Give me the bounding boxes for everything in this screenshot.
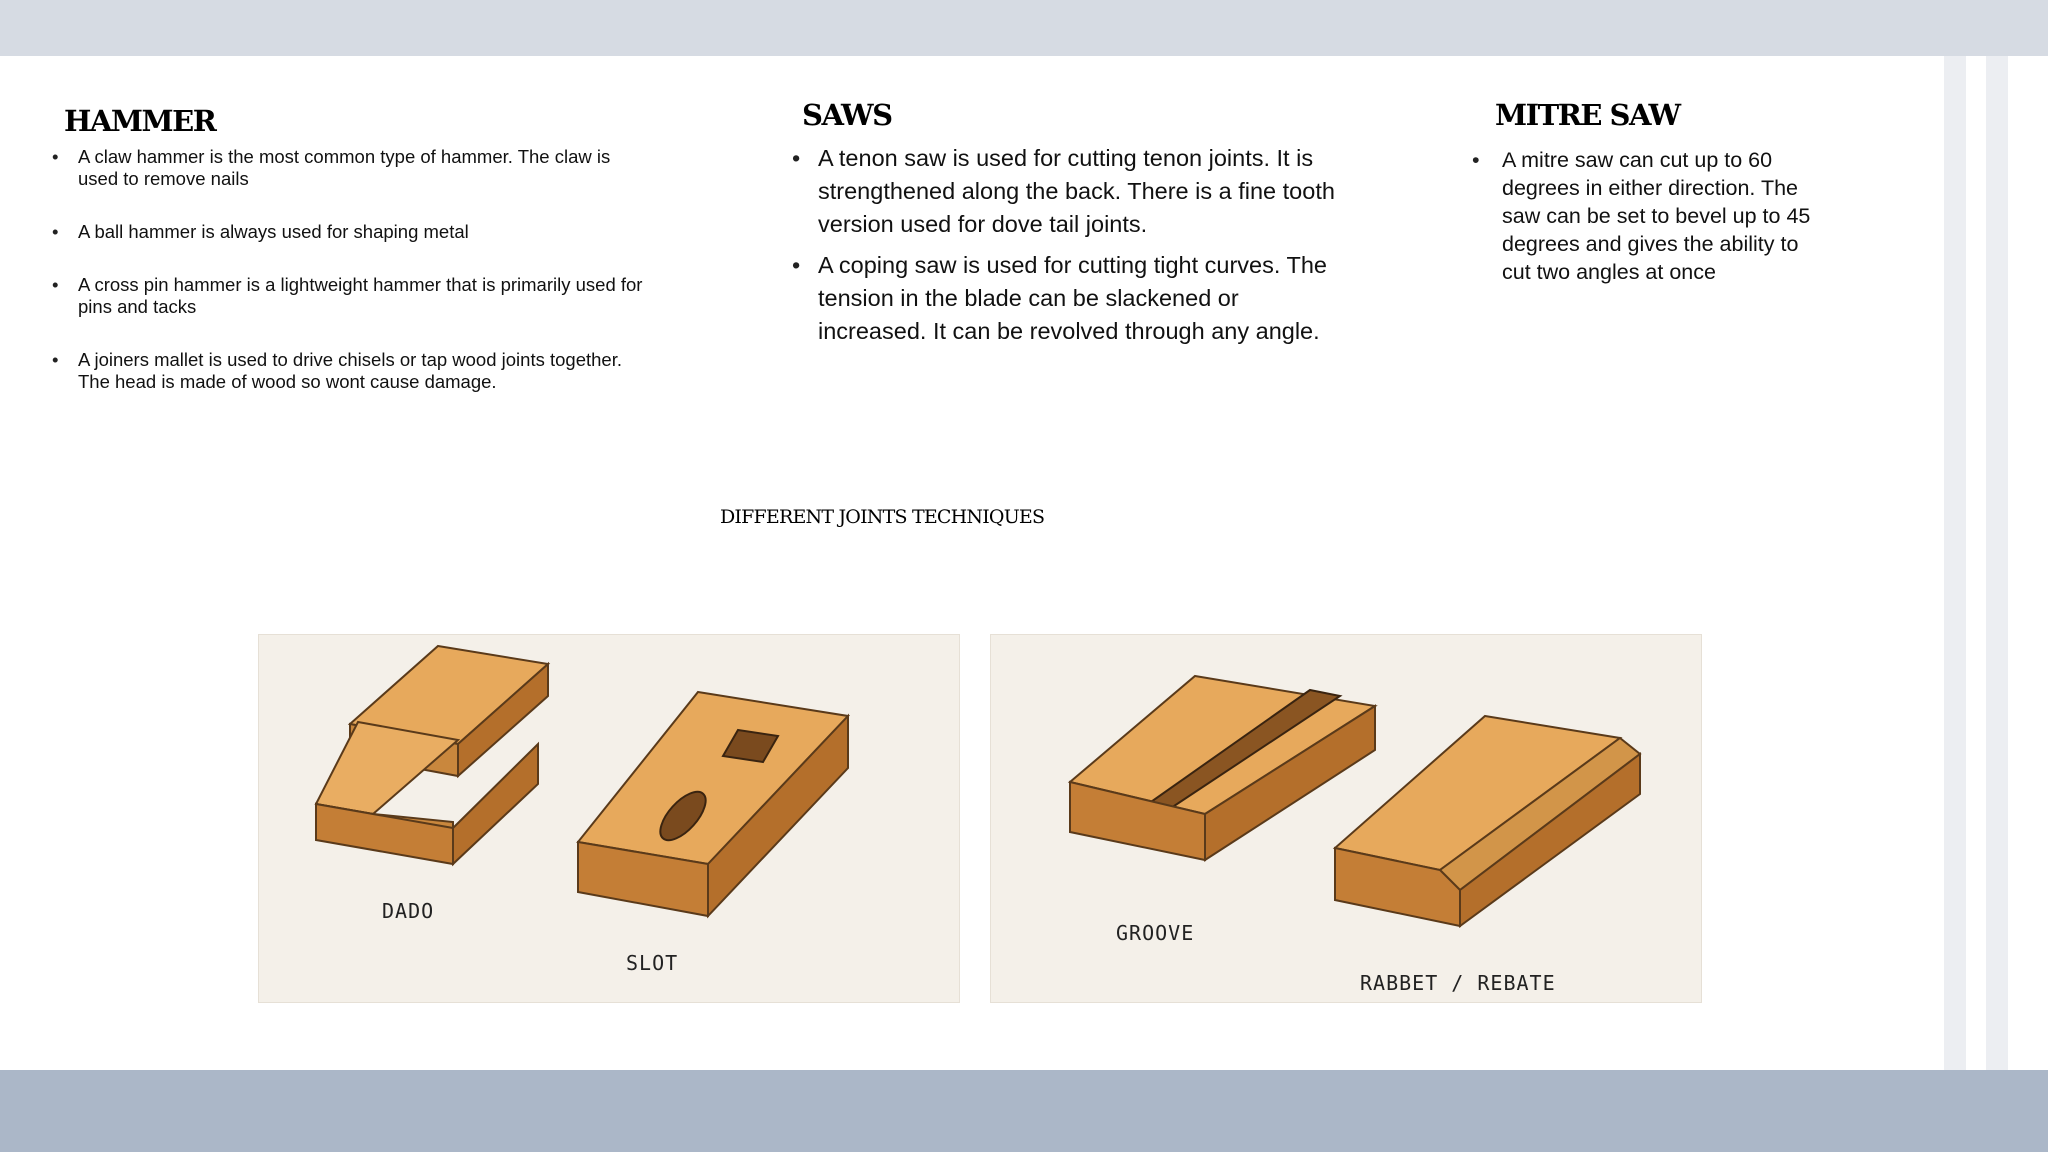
hammer-item: • A ball hammer is always used for shaping metal [52, 221, 652, 243]
hammer-heading: HAMMER [64, 104, 216, 138]
mitre-saw-item: • A mitre saw can cut up to 60 degrees in either direction. The saw can be set to bevel up to 45 degrees and gives the ability to cut two angles at once [1472, 146, 1822, 286]
hammer-item: • A cross pin hammer is a lightweight hammer that is primarily used for pins and tacks [52, 274, 652, 318]
top-band [0, 0, 2048, 56]
dado-board-front [316, 804, 453, 864]
right-decoration-stripe [1986, 56, 2008, 1070]
saws-heading: SAWS [802, 98, 892, 132]
hammer-item: • A claw hammer is the most common type of hammer. The claw is used to remove nails [52, 146, 652, 190]
mitre-saw-heading: MITRE SAW [1495, 98, 1680, 132]
groove-rabbet-illustration [990, 634, 1702, 1003]
hammer-item: • A joiners mallet is used to drive chisels or tap wood joints together. The head is made of wood so wont cause damage. [52, 349, 652, 393]
mitre-saw-list [1472, 146, 1822, 286]
slot-label: SLOT [626, 951, 679, 975]
saws-item: • A tenon saw is used for cutting tenon joints. It is strengthened along the back. There is a fine tooth version used for dove tail joints. [792, 142, 1352, 241]
right-decoration-gap [1966, 56, 1986, 1070]
hammer-list [52, 146, 652, 424]
dado-label: DADO [382, 899, 435, 923]
saws-list [792, 142, 1352, 356]
groove-label: GROOVE [1116, 921, 1195, 945]
right-decoration-stripe [1944, 56, 1966, 1070]
rabbet-label: RABBET / REBATE [1360, 971, 1556, 995]
dado-slot-illustration [258, 634, 960, 1003]
saws-item: • A coping saw is used for cutting tight curves. The tension in the blade can be slackened or increased. It can be revolved through any angle. [792, 249, 1352, 348]
bottom-band [0, 1070, 2048, 1152]
joints-caption: DIFFERENT JOINTS TECHNIQUES [720, 506, 1045, 528]
